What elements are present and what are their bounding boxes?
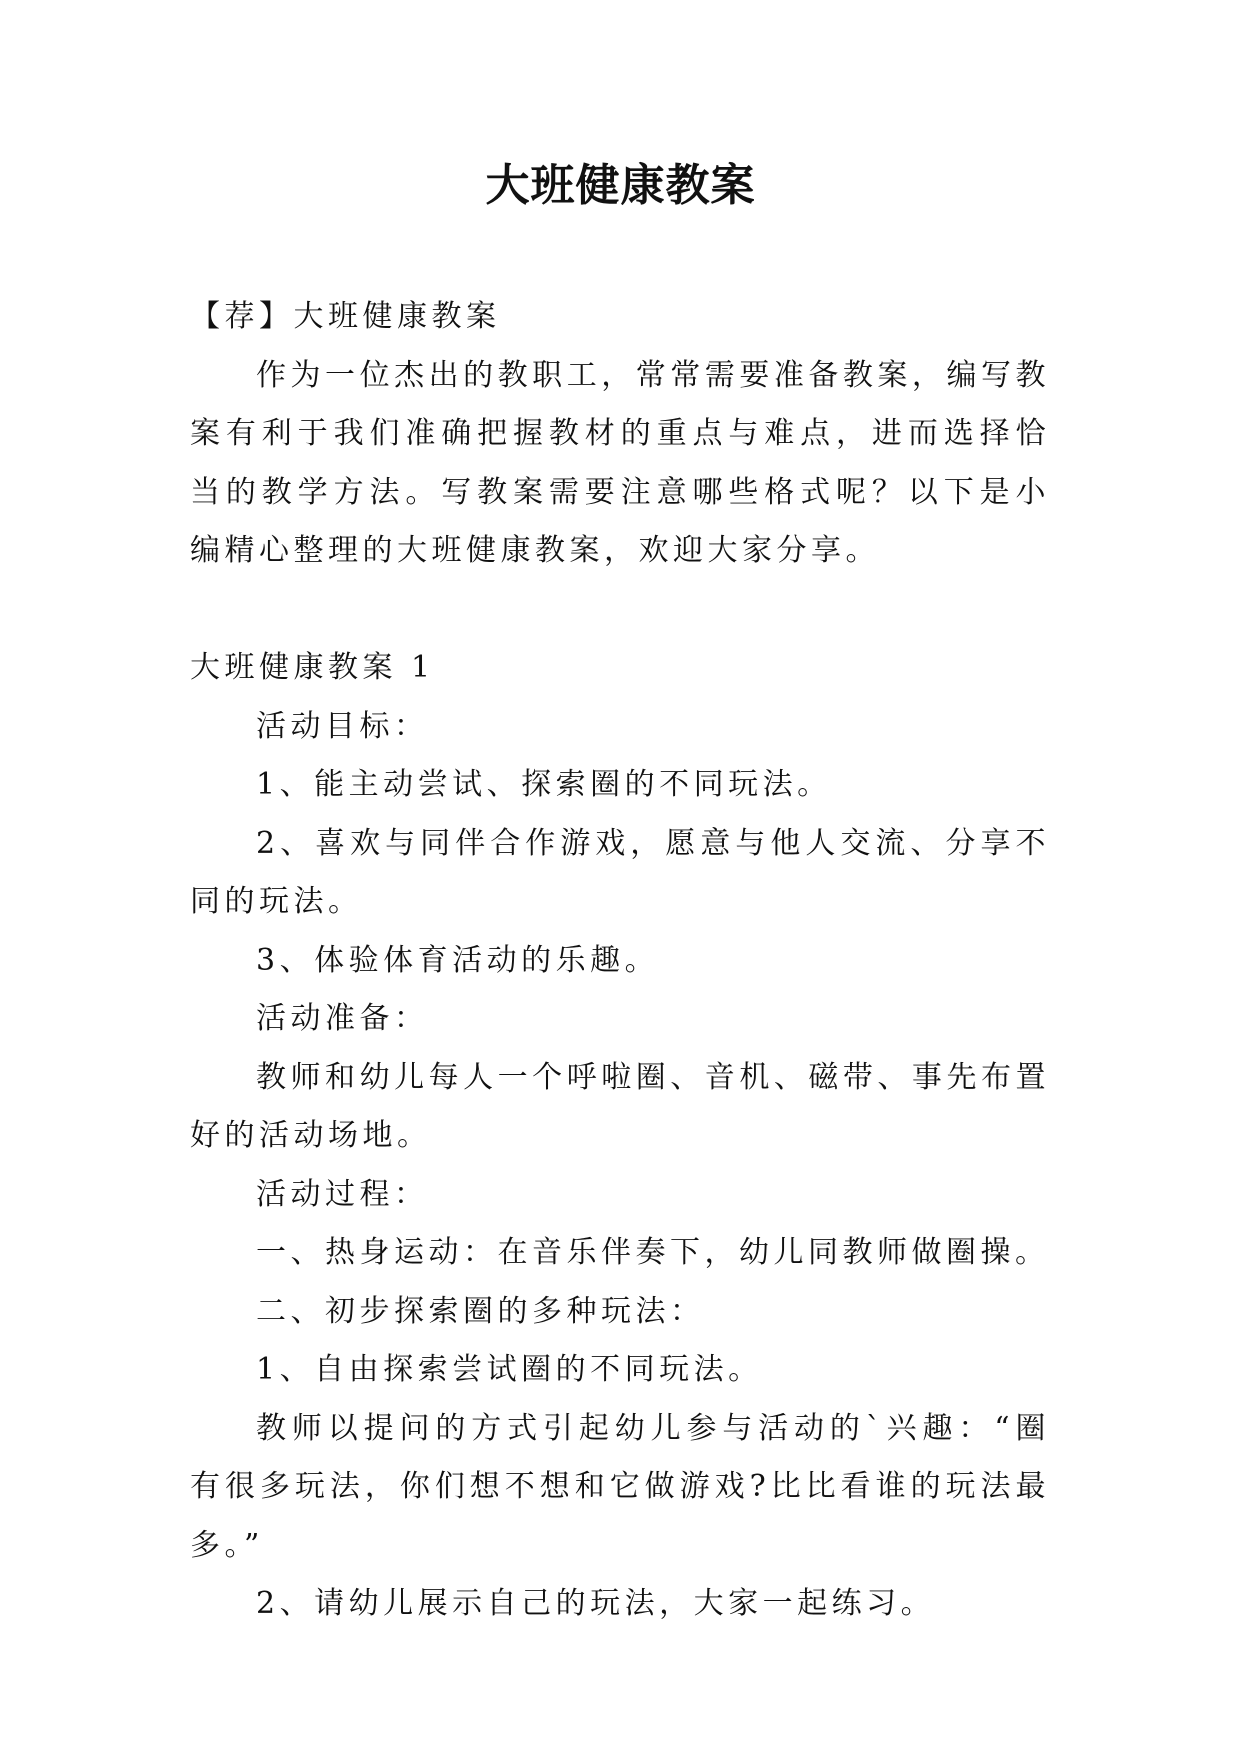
body-paragraph: 2、喜欢与同伴合作游戏，愿意与他人交流、分享不同的玩法。	[190, 825, 1050, 919]
body-paragraph: 活动过程：	[256, 1176, 429, 1212]
section-heading: 大班健康教案 1	[190, 650, 435, 685]
paragraph-spacer	[190, 581, 1050, 640]
body-paragraph: 1、自由探索尝试圈的不同玩法。	[256, 1352, 763, 1387]
body-paragraph: 1、能主动尝试、探索圈的不同玩法。	[256, 767, 832, 802]
document-body	[190, 288, 1050, 1634]
document-subtitle: 【荐】大班健康教案	[190, 299, 501, 334]
intro-paragraph: 作为一位杰出的教职工，常常需要准备教案，编写教案有利于我们准确把握教材的重点与难点，进而选择恰当的教学方法。写教案需要注意哪些格式呢？以下是小编精心整理的大班健康教案，欢迎大家分享。	[190, 357, 1050, 568]
document-title: 大班健康教案	[485, 160, 756, 211]
body-paragraph: 教师以提问的方式引起幼儿参与活动的`兴趣：“圈有很多玩法，你们想不想和它做游戏?比比看谁的玩法最多。”	[190, 1410, 1050, 1563]
body-paragraph: 活动准备：	[256, 1001, 429, 1036]
body-paragraph: 一、热身运动：在音乐伴奏下，幼儿同教师做圈操。	[256, 1235, 1050, 1270]
body-paragraph: 教师和幼儿每人一个呼啦圈、音机、磁带、事先布置好的活动场地。	[190, 1059, 1050, 1153]
body-paragraph: 活动目标：	[256, 708, 429, 744]
body-paragraph: 3、体验体育活动的乐趣。	[256, 942, 660, 978]
body-paragraph: 2、请幼儿展示自己的玩法，大家一起练习。	[256, 1586, 936, 1621]
body-paragraph: 二、初步探索圈的多种玩法：	[256, 1293, 705, 1329]
